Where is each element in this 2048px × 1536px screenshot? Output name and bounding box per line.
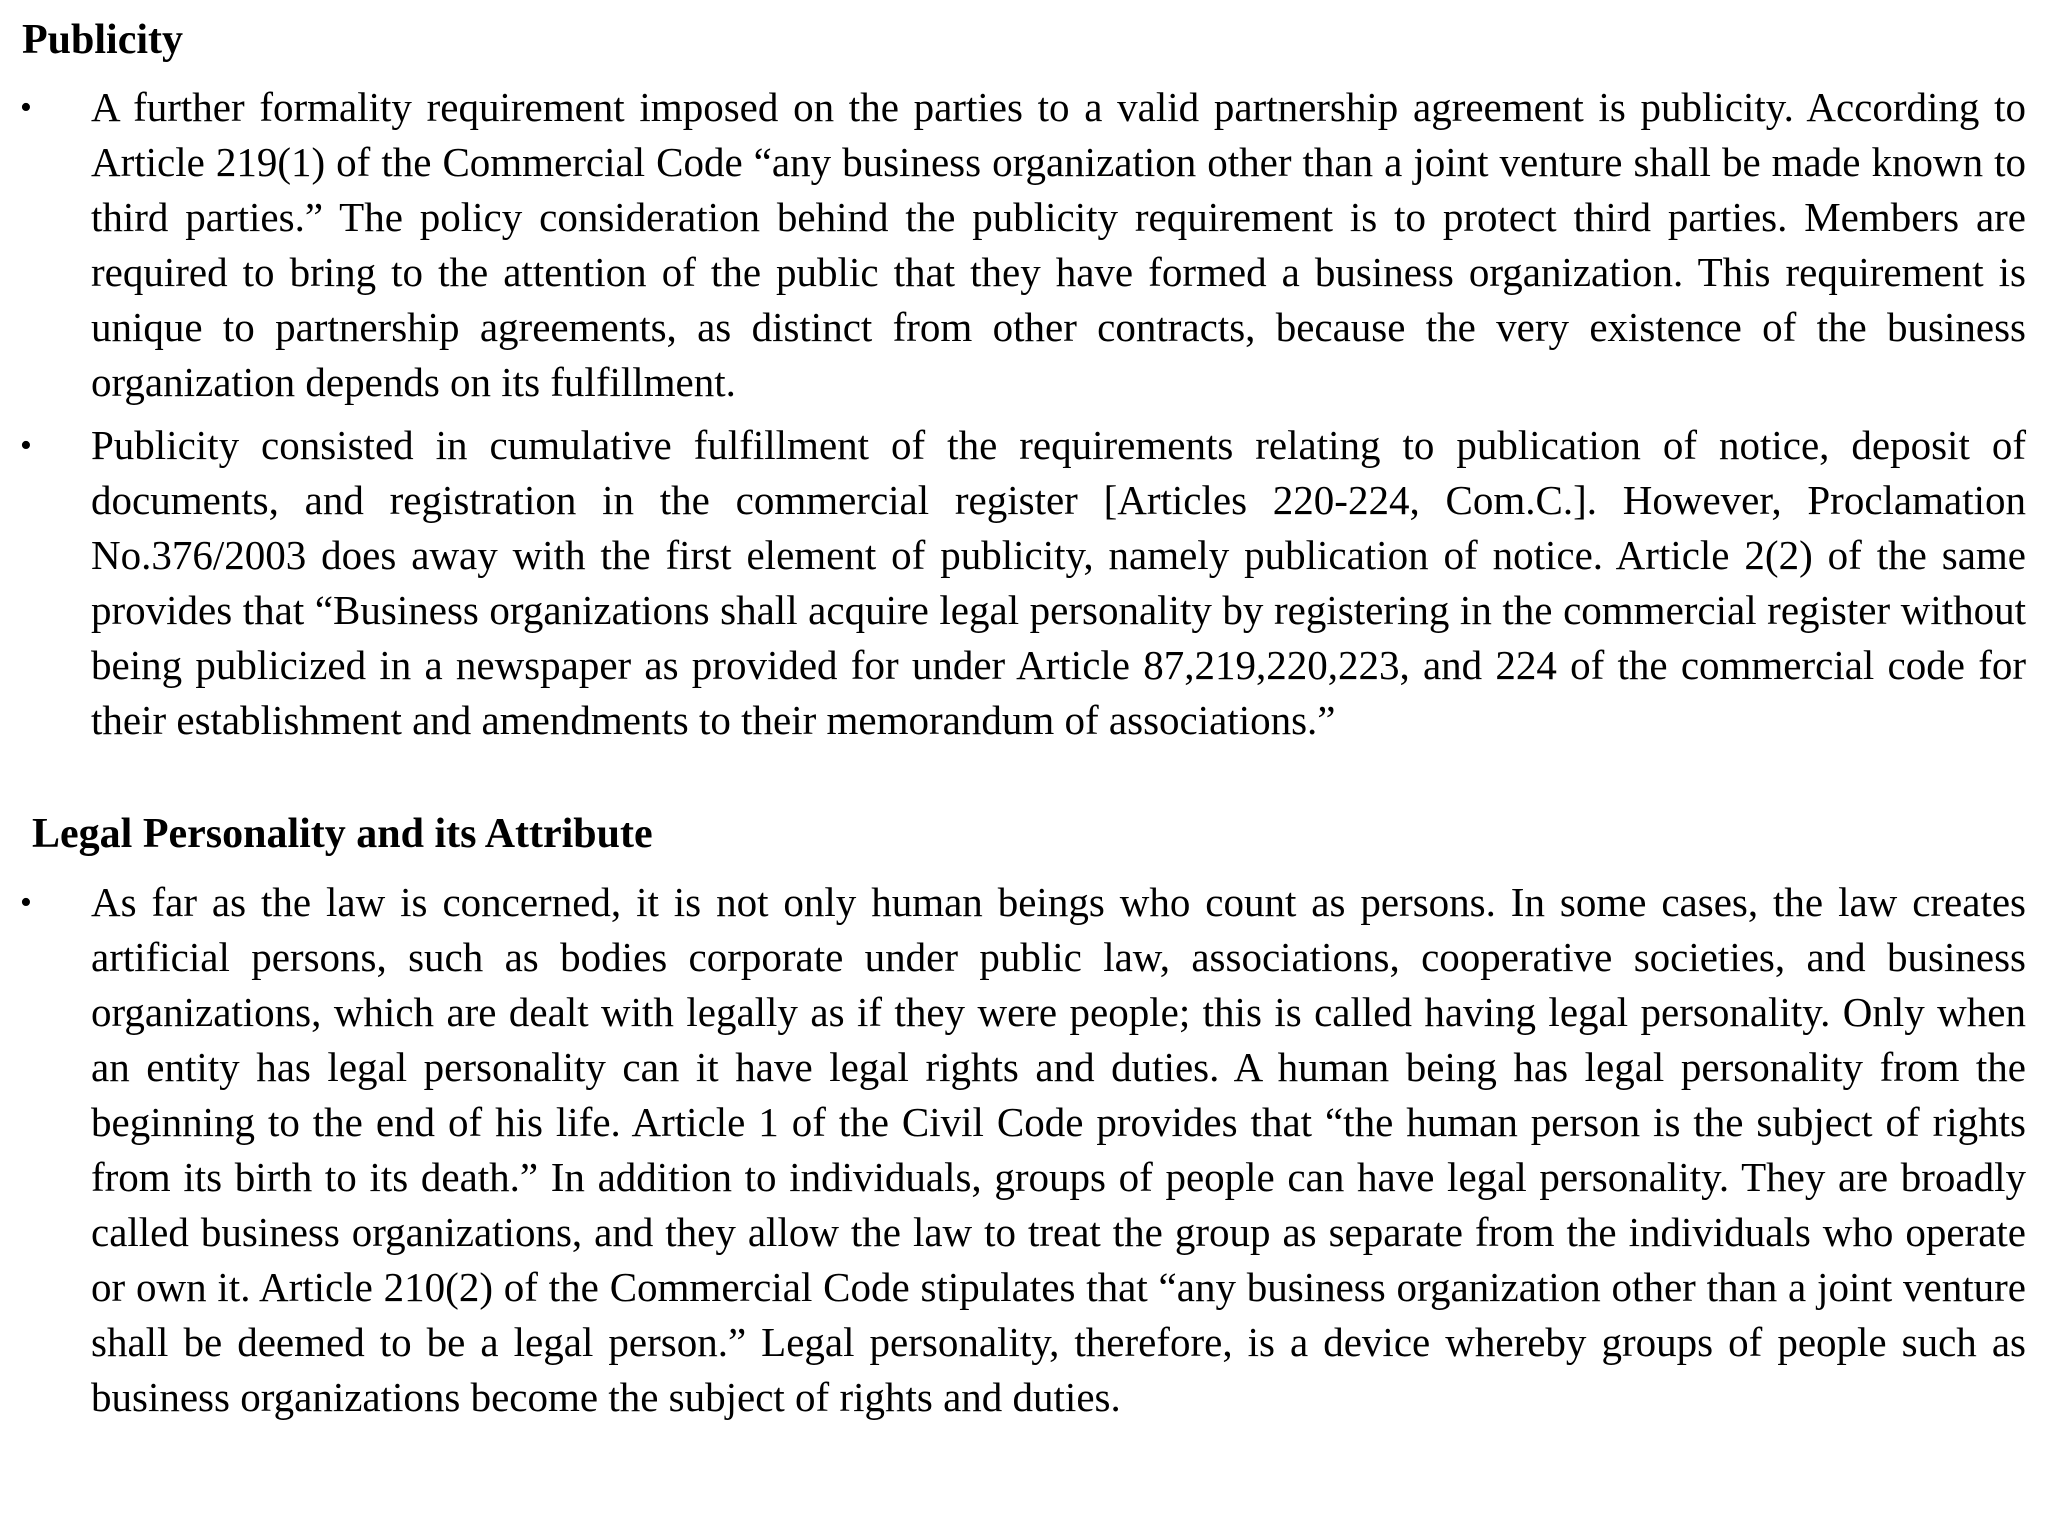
- paragraph-text: Publicity consisted in cumulative fulfillment of the requirements relating to publication of notice, deposit of documents, and registration in the commercial register [Articles 220-224, Com.C.]. However, Proclamation No.376/2003 does away with the first element of publicity, namely publication of notice. Article 2(2) of the same provides that “Business organizations shall acquire legal personality by registering in the commercial register without being publicized in a newspaper as provided for under Article 87,219,220,223, and 224 of the commercial code for their establishment and amendments to their memorandum of associations.”: [91, 422, 2026, 743]
- paragraph-text: As far as the law is concerned, it is not only human beings who count as persons. In some cases, the law creates artificial persons, such as bodies corporate under public law, associations, cooperative societies, and business organizations, which are dealt with legally as if they were people; this is called having legal personality. Only when an entity has legal personality can it have legal rights and duties. A human being has legal personality from the beginning to the end of his life. Article 1 of the Civil Code provides that “the human person is the subject of rights from its birth to its death.” In addition to individuals, groups of people can have legal personality. They are broadly called business organizations, and they allow the law to treat the group as separate from the individuals who operate or own it. Article 210(2) of the Commercial Code stipulates that “any business organization other than a joint venture shall be deemed to be a legal person.” Legal personality, therefore, is a device whereby groups of people such as business organizations become the subject of rights and duties.: [91, 879, 2026, 1420]
- bullet-icon: •: [20, 427, 32, 464]
- section-heading-legal-personality: Legal Personality and its Attribute: [32, 811, 653, 857]
- bullet-icon: •: [20, 884, 32, 921]
- section-heading-publicity: Publicity: [22, 17, 184, 63]
- paragraph-text: A further formality requirement imposed on the parties to a valid partnership agreement is publicity. According to Article 219(1) of the Commercial Code “any business organization other than a joint venture shall be made known to third parties.” The policy consideration behind the publicity requirement is to protect third parties. Members are required to bring to the attention of the public that they have formed a business organization. This requirement is unique to partnership agreements, as distinct from other contracts, because the very existence of the business organization depends on its fulfillment.: [91, 84, 2026, 405]
- bullet-icon: •: [20, 89, 32, 126]
